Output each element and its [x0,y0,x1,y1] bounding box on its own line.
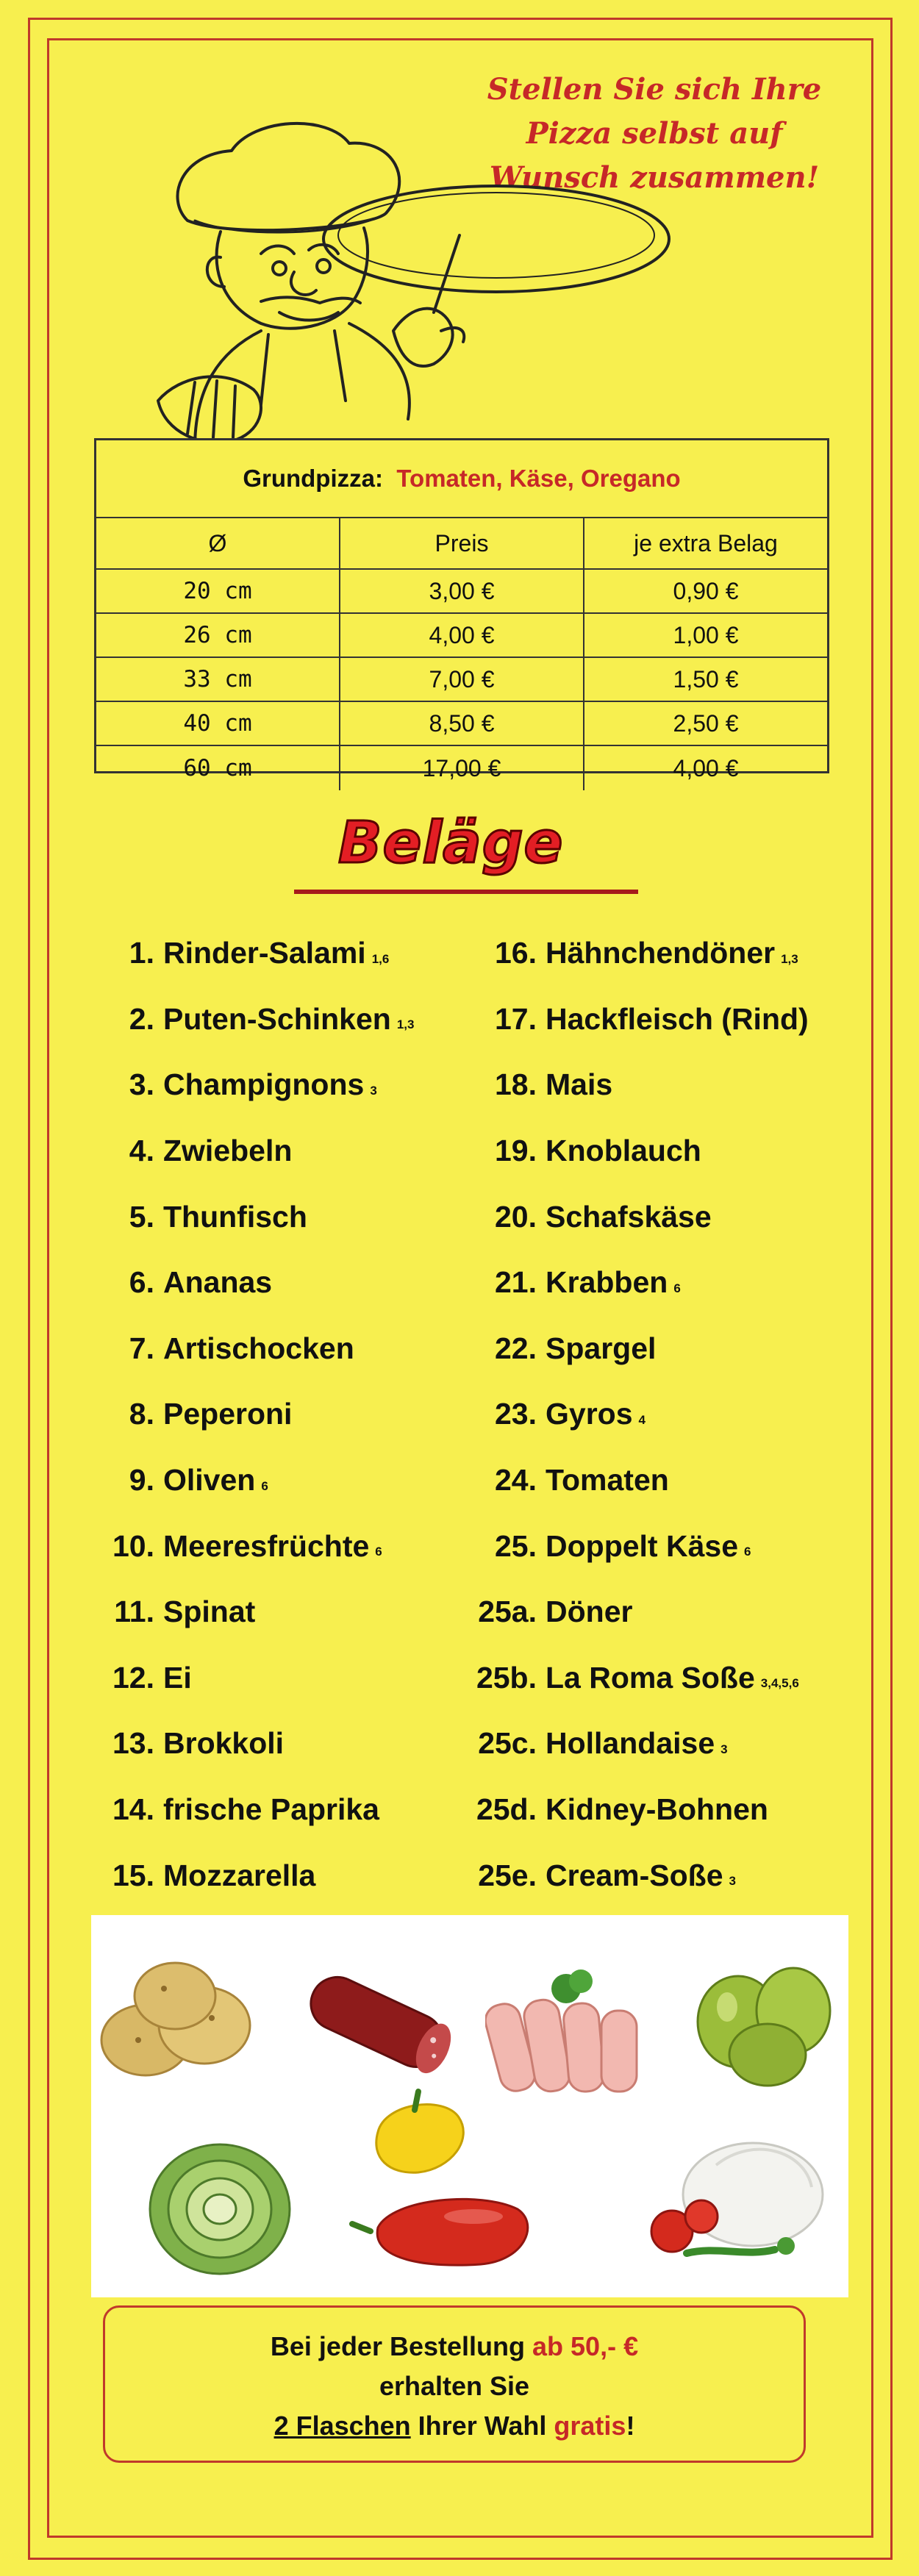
slogan-line-3: Wunsch zusammen! [489,160,820,195]
base-pizza-toppings: Tomaten, Käse, Oregano [396,465,681,492]
size-cell: 33 cm [96,658,340,701]
topping-name: Mais [546,1067,613,1102]
topping-item [466,1316,809,1382]
topping-number: 25c. [478,1726,537,1761]
peppers-image [348,2088,569,2294]
topping-number: 14. [112,1792,154,1827]
topping-name: La Roma Soße [546,1660,755,1695]
topping-item [94,1513,414,1579]
topping-number: 3. [129,1067,154,1102]
chef-illustration [151,110,680,448]
topping-name: Mozzarella [163,1858,316,1892]
promo-text-3: Ihrer Wahl [418,2411,547,2441]
topping-item [466,1052,809,1118]
table-header-row [96,518,827,570]
topping-name: Hollandaise [546,1726,715,1761]
size-cell: 20 cm [96,570,340,612]
topping-name: Ananas [163,1265,273,1300]
extra-cell: 2,50 € [673,709,739,737]
topping-name: Thunfisch [163,1199,307,1234]
base-pizza-row [96,440,827,518]
heading-underline [294,890,638,894]
topping-item [466,1118,809,1184]
topping-number: 1. [129,936,154,970]
topping-number: 24. [495,1463,537,1498]
table-row [96,658,827,702]
topping-item [466,1645,809,1711]
topping-item [466,1381,809,1448]
topping-name: Doppelt Käse [546,1528,738,1563]
footnote-marker: 3 [720,1742,728,1756]
topping-number: 22. [495,1331,537,1365]
topping-item [466,1711,809,1777]
promo-threshold: ab 50,- € [532,2331,639,2361]
toppings-heading: Beläge [338,810,564,876]
topping-name: frische Paprika [163,1792,379,1827]
topping-name: Rinder-Salami [163,936,366,970]
topping-name: Ei [163,1660,192,1695]
topping-name: Spinat [163,1595,256,1629]
table-row [96,570,827,614]
topping-name: Cream-Soße [546,1858,723,1892]
column-header-diameter: Ø [96,518,340,568]
topping-number: 25b. [476,1660,537,1695]
topping-name: Gyros [546,1397,633,1431]
topping-name: Döner [546,1595,633,1629]
topping-item [94,1316,414,1382]
topping-name: Oliven [163,1463,256,1498]
footnote-marker: 1,3 [396,1017,415,1032]
extra-cell: 1,50 € [673,665,739,693]
topping-name: Brokkoli [163,1726,285,1761]
promo-bottles: 2 Flaschen [273,2411,411,2441]
slogan-line-2: Pizza selbst auf [526,116,783,151]
topping-item [94,1645,414,1711]
topping-name: Krabben [546,1265,668,1300]
salami-image [294,1944,463,2092]
food-photos [91,1915,848,2297]
topping-item [466,1842,809,1908]
price-cell: 7,00 € [340,658,584,701]
footnote-marker: 6 [673,1281,681,1295]
topping-item [466,920,809,987]
topping-number: 6. [129,1265,154,1300]
size-cell: 26 cm [96,614,340,656]
price-cell: 17,00 € [340,746,584,790]
promo-line-2: erhalten Sie [379,2371,530,2401]
footnote-marker: 3 [370,1083,377,1098]
promo-text-1: Bei jeder Bestellung [270,2331,525,2361]
promo-line-3 [105,2406,804,2446]
topping-item [466,1250,809,1316]
promo-line-1 [105,2327,804,2366]
olives-image [679,1944,848,2092]
topping-name: Puten-Schinken [163,1001,391,1036]
footnote-marker: 1,3 [781,951,798,966]
topping-name: Champignons [163,1067,365,1102]
topping-number: 15. [112,1858,154,1892]
topping-number: 18. [495,1067,537,1102]
topping-number: 9. [129,1463,154,1498]
topping-name: Hackfleisch (Rind) [546,1001,809,1036]
footnote-marker: 4 [638,1412,646,1427]
topping-item [466,1777,809,1843]
extra-cell: 1,00 € [673,621,739,648]
topping-number: 12. [112,1660,154,1695]
topping-number: 20. [495,1199,537,1234]
topping-item [94,1777,414,1843]
column-header-price: Preis [340,518,584,568]
topping-item [94,1184,414,1250]
topping-item [466,1184,809,1250]
topping-number: 25d. [476,1792,537,1827]
topping-item [94,987,414,1053]
mozzarella-tomato-image [628,2106,841,2283]
promo-free: gratis [554,2411,626,2441]
topping-item [466,1513,809,1579]
base-pizza-label: Grundpizza: [243,465,383,492]
topping-item [466,987,809,1053]
footnote-marker: 3,4,5,6 [760,1676,799,1691]
topping-number: 21. [495,1265,537,1300]
table-row [96,746,827,790]
topping-name: Knoblauch [546,1134,701,1168]
artichoke-image [135,2121,304,2283]
topping-name: Zwiebeln [163,1134,293,1168]
topping-name: Meeresfrüchte [163,1528,370,1563]
size-cell: 60 cm [96,746,340,790]
footnote-marker: 3 [729,1874,736,1889]
footnote-marker: 6 [744,1545,751,1559]
topping-number: 25. [495,1528,537,1563]
topping-number: 4. [129,1134,154,1168]
ham-rolls-image [485,1959,654,2106]
free-drinks-promo [103,2305,806,2463]
topping-item [466,1579,809,1645]
topping-name: Schafskäse [546,1199,712,1234]
topping-number: 19. [495,1134,537,1168]
slogan-line-1: Stellen Sie sich Ihre [487,72,822,107]
topping-number: 13. [112,1726,154,1761]
toppings-list-left [94,920,414,1908]
topping-number: 10. [112,1528,154,1563]
topping-number: 17. [495,1001,537,1036]
table-row [96,702,827,746]
topping-name: Peperoni [163,1397,293,1431]
size-cell: 40 cm [96,702,340,745]
price-table [94,438,829,781]
topping-item [94,1842,414,1908]
topping-number: 16. [495,936,537,970]
topping-item [94,1381,414,1448]
footnote-marker: 6 [261,1478,268,1493]
price-cell: 3,00 € [340,570,584,612]
table-row [96,614,827,658]
topping-number: 25e. [478,1858,537,1892]
price-cell: 4,00 € [340,614,584,656]
topping-name: Hähnchendöner [546,936,776,970]
topping-number: 8. [129,1397,154,1431]
topping-number: 25a. [478,1595,537,1629]
topping-number: 5. [129,1199,154,1234]
topping-item [94,1579,414,1645]
potatoes-image [94,1944,263,2092]
footnote-marker: 6 [375,1545,382,1559]
topping-name: Artischocken [163,1331,354,1365]
topping-name: Tomaten [546,1463,669,1498]
topping-item [466,1448,809,1514]
promo-exclamation: ! [626,2411,635,2441]
topping-item [94,1711,414,1777]
topping-number: 2. [129,1001,154,1036]
topping-name: Kidney-Bohnen [546,1792,768,1827]
topping-item [94,1118,414,1184]
topping-number: 11. [114,1595,154,1629]
footnote-marker: 1,6 [371,951,390,966]
extra-cell: 4,00 € [673,754,739,781]
topping-number: 23. [495,1397,537,1431]
column-header-extra: je extra Belag [634,529,778,557]
topping-item [94,1052,414,1118]
topping-item [94,1448,414,1514]
topping-number: 7. [129,1331,154,1365]
toppings-list-right [466,920,809,1908]
extra-cell: 0,90 € [673,577,739,604]
topping-item [94,920,414,987]
topping-item [94,1250,414,1316]
topping-name: Spargel [546,1331,657,1365]
price-cell: 8,50 € [340,702,584,745]
